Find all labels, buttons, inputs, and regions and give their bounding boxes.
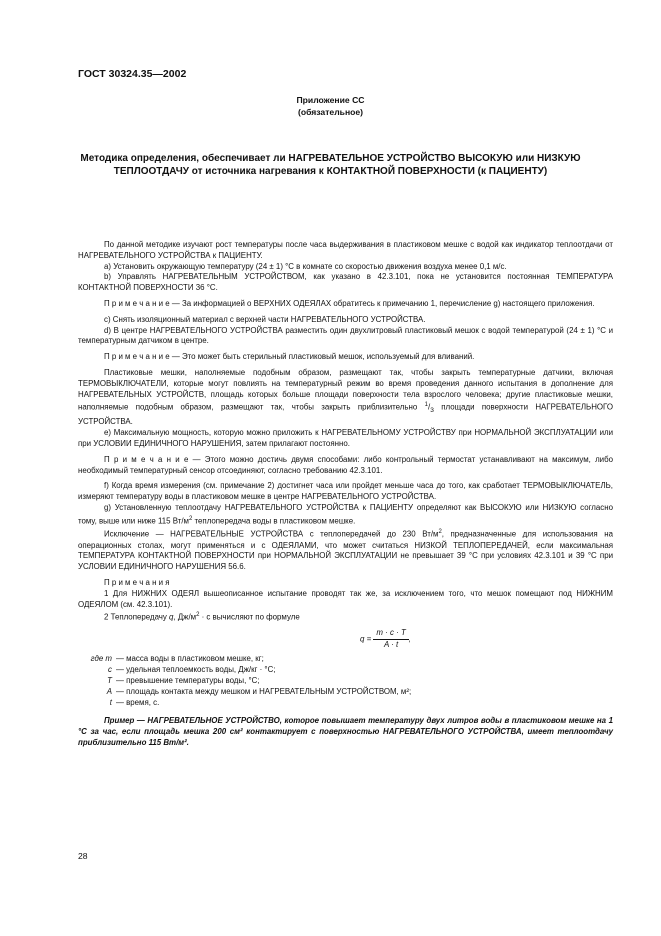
note-label: П р и м е ч а н и е bbox=[104, 298, 170, 308]
legend-row: T — превышение температуры воды, °С; bbox=[107, 675, 260, 685]
fraction-numerator: 1 bbox=[424, 402, 428, 409]
paragraph-exception: Исключение — НАГРЕВАТЕЛЬНЫЕ УСТРОЙСТВА с теплопередачей до 230 $Вт/м^2$, предназначенные для использования на операционных столах, могут применяться и с ОДЕЯЛАМИ, что может считаться НИЗКОЙ ТЕПЛОПЕРЕДАЧЕЙ, если максимальная ТЕМПЕРАТУРА КОНТАКТНОЙ ПОВЕРХНОСТИ при НОРМАЛЬНОЙ ЭКСПЛУАТАЦИИ не превышает 39 °С при условиях 42.3.101 и 39 °С при УСЛОВИИ ЕДИНИЧНОГО НАРУШЕНИЯ 56.6. bbox=[78, 529, 613, 572]
legend-row: t — время, с. bbox=[109, 697, 160, 707]
paragraph-d: d) В центре НАГРЕВАТЕЛЬНОГО УСТРОЙСТВА разместить один двухлитровый пластиковый мешок с водой температурой (24 ± 1) °С и температурным датчиком в центре. bbox=[78, 325, 613, 346]
paragraph-a: а) Установить окружающую температуру (24 ± 1) °С в комнате со скоростью движения воздуха менее 0,1 м/с. bbox=[104, 261, 507, 271]
paragraph-bags: Пластиковые мешки, наполняемые подобным образом, размещают так, чтобы закрыть температурные датчики, включая ТЕРМОВЫКЛЮЧАТЕЛИ, которые могут повлиять на температурный режим во время проведения данного испытания в дополнение для НАГРЕВАТЕЛЬНЫХ УСТРОЙСТВ, площадь которых больше площади поверхности тела взрослого человека; другие пластиковые мешки, наполняемые подобным образом, размещают так, чтобы закрыть приблизительно $^1/_3$ площади поверхности НАГРЕВАТЕЛЬНОГО УСТРОЙСТВА. bbox=[78, 367, 613, 427]
annex-status: (обязательное) bbox=[297, 107, 364, 117]
note-2 bbox=[78, 352, 613, 363]
formula-fraction bbox=[373, 628, 408, 651]
note-item-1: 1 Для НИЖНИХ ОДЕЯЛ вышеописанное испытание проводят так же, за исключением того, что мешок помещают под НИЖНИМ ОДЕЯЛОМ (см. 42.3.101). bbox=[78, 588, 613, 609]
document-body bbox=[78, 240, 613, 757]
paragraph-intro: По данной методике изучают рост температуры после часа выдерживания в пластиковом мешке с водой как индикатор теплоотдачи от НАГРЕВАТЕЛЬНОГО УСТРОЙСТВА к ПАЦИЕНТУ. bbox=[78, 240, 613, 260]
formula-lhs: q = bbox=[360, 634, 372, 644]
note-label: П р и м е ч а н и е bbox=[104, 454, 189, 464]
fraction-denominator: 3 bbox=[430, 407, 434, 415]
note-text: — Это может быть стерильный пластиковый мешок, используемый для вливаний. bbox=[169, 352, 475, 362]
paragraph-g: g) Установленную теплоотдачу НАГРЕВАТЕЛЬНОГО УСТРОЙСТВА к ПАЦИЕНТУ определяют как ВЫСОКУЮ или НИЗКУЮ согласно тому, выше или ниже 115 $Вт/м^2$ теплопередача воды в пластиковом мешке. bbox=[78, 502, 613, 526]
paragraph-b: b) Управлять НАГРЕВАТЕЛЬНЫМ УСТРОЙСТВОМ, как указано в 42.3.101, пока не установится постоянная ТЕМПЕРАТУРА КОНТАКТНОЙ ПОВЕРХНОСТИ 36 °С. bbox=[78, 272, 613, 293]
formula-numerator: m · c · T bbox=[373, 628, 408, 640]
formula-denominator: A · t bbox=[384, 639, 399, 649]
legend-row: где m — масса воды в пластиковом мешке, кг; bbox=[90, 654, 264, 664]
variable-legend bbox=[78, 654, 613, 708]
standard-header: ГОСТ 30324.35—2002 bbox=[78, 68, 187, 80]
note-text: — Этого можно достичь двумя способами: либо контрольный термостат устанавливают на максимум, либо необходимый температурный сенсор отсоединяют, согласно требованию 42.3.101. bbox=[78, 454, 613, 475]
note-1 bbox=[78, 299, 613, 310]
legend-row: c — удельная теплоемкость воды, Дж/кг · °С; bbox=[108, 665, 276, 675]
legend-row: A — площадь контакта между мешком и НАГРЕВАТЕЛЬНЫМ УСТРОЙСТВОМ, м²; bbox=[106, 686, 412, 696]
note-text: — За информацией о ВЕРХНИХ ОДЕЯЛАХ обратитесь к примечанию 1, перечисление g) настоящего приложения. bbox=[169, 298, 595, 308]
paragraph-f: f) Когда время измерения (см. примечание 2) достигнет часа или пройдет меньше часа до того, как сработает ТЕРМОВЫКЛЮЧАТЕЛЬ, измеряют температуру воды в пластиковом мешке в центре НАГРЕВАТЕЛЬНОГО УСТРОЙСТВА. bbox=[78, 481, 613, 502]
method-title: Методика определения, обеспечивает ли НАГРЕВАТЕЛЬНОЕ УСТРОЙСТВО ВЫСОКУЮ или НИЗКУЮ ТЕПЛООТДАЧУ от источника нагревания к КОНТАКТНОЙ ПОВЕРХНОСТИ (к ПАЦИЕНТУ) bbox=[80, 153, 581, 177]
heat-transfer-formula bbox=[158, 628, 613, 651]
paragraph-c: с) Снять изоляционный материал с верхней части НАГРЕВАТЕЛЬНОГО УСТРОЙСТВА. bbox=[104, 314, 426, 324]
page-number: 28 bbox=[78, 851, 88, 861]
notes-label: П р и м е ч а н и я bbox=[104, 577, 170, 587]
example-paragraph: Пример — НАГРЕВАТЕЛЬНОЕ УСТРОЙСТВО, которое повышает температуру двух литров воды в пластиковом мешке на 1 °С за час, если площадь мешка 200 см² контактирует с поверхностью НАГРЕВАТЕЛЬНОГО УСТРОЙСТВА, имеет теплоотдачу приблизительно 115 Вт/м². bbox=[78, 716, 613, 747]
annex-title: Приложение СС bbox=[296, 95, 365, 105]
note-3 bbox=[78, 455, 613, 477]
formula-tail: , bbox=[408, 634, 411, 644]
note-item-2: 2 Теплопередачу q, $Дж/м^2 \cdot с$ вычисляют по формуле bbox=[104, 612, 300, 622]
paragraph-e: е) Максимальную мощность, которую можно приложить к НАГРЕВАТЕЛЬНОМУ УСТРОЙСТВУ при НОРМАЛЬНОЙ ЭКСПЛУАТАЦИИ или при УСЛОВИИ ЕДИНИЧНОГО НАРУШЕНИЯ, затем прилагают постоянно. bbox=[78, 428, 613, 448]
note-label: П р и м е ч а н и е bbox=[104, 352, 170, 362]
